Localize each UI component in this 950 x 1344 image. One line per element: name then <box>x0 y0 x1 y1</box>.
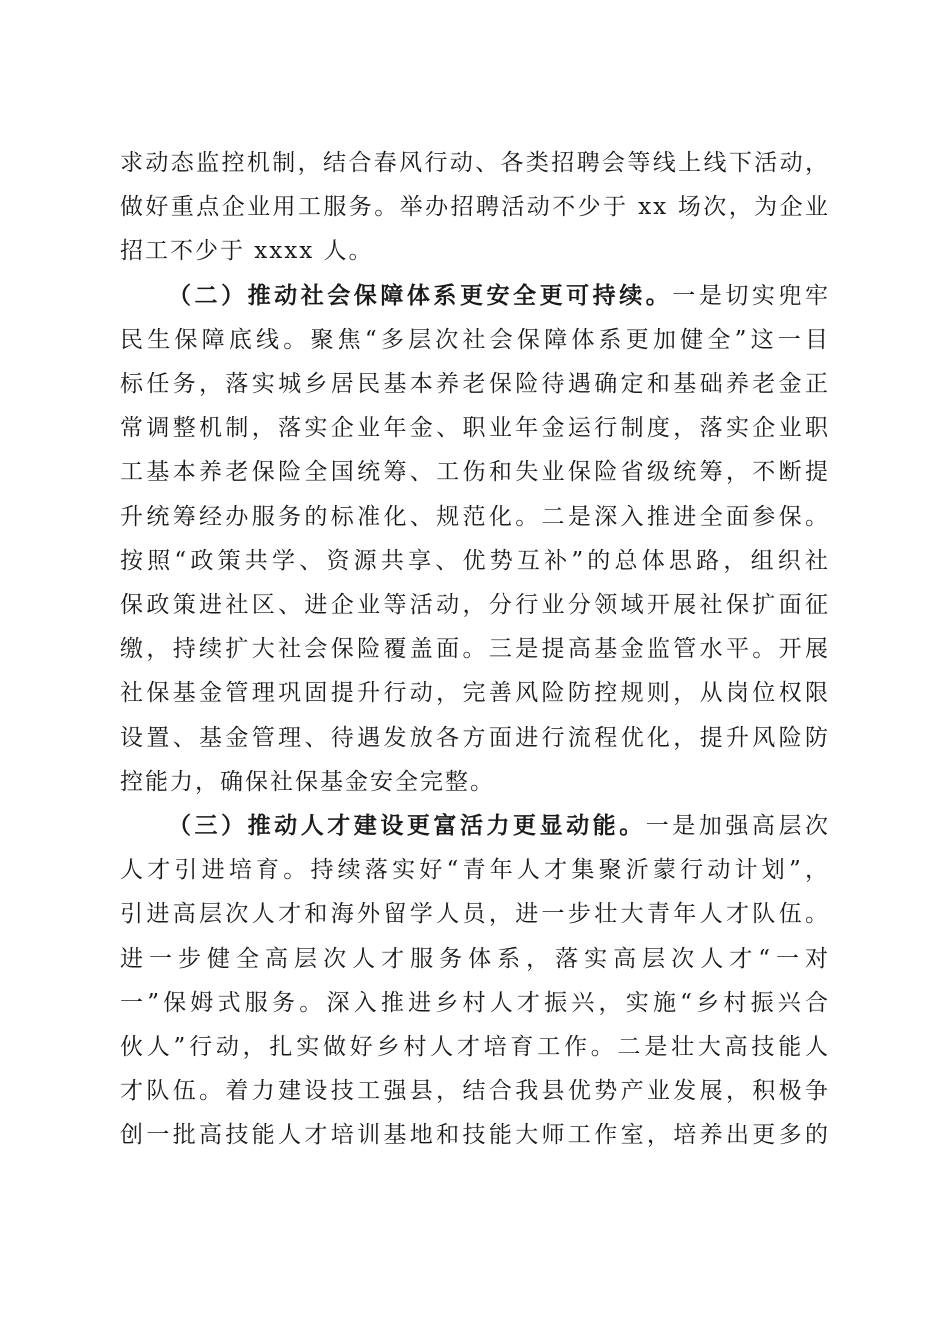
text-line: 人才引进培育。持续落实好“青年人才集聚沂蒙行动计划”， <box>120 857 830 884</box>
section-heading: （二）推动社会保障体系更安全更可持续。 <box>168 281 673 309</box>
text-line: 做好重点企业用工服务。举办招聘活动不少于 xx 场次，为企业 <box>120 194 830 221</box>
document-page <box>120 141 830 1158</box>
text-line: 标任务，落实城乡居民基本养老保险待遇确定和基础养老金正 <box>120 371 830 398</box>
text-line: 常调整机制，落实企业年金、职业年金运行制度，落实企业职 <box>120 415 830 442</box>
text-line: 创一批高技能人才培训基地和技能大师工作室，培养出更多的 <box>120 1122 830 1149</box>
text-line: 引进高层次人才和海外留学人员，进一步壮大青年人才队伍。 <box>120 901 830 928</box>
paragraph-talent <box>120 804 830 1158</box>
text-line: 保政策进社区、进企业等活动，分行业分领域开展社保扩面征 <box>120 592 830 619</box>
text-line: 才队伍。着力建设技工强县，结合我县优势产业发展，积极争 <box>120 1078 830 1105</box>
text-line: 求动态监控机制，结合春风行动、各类招聘会等线上线下活动， <box>120 150 830 176</box>
text-line: 招工不少于 xxxx 人。 <box>120 238 374 265</box>
heading-rest-text: 一是切实兜牢 <box>672 282 831 309</box>
heading-rest-text: 一是加强高层次 <box>645 813 831 840</box>
section-heading: （三）推动人才建设更富活力更显动能。 <box>168 812 646 840</box>
paragraph-first-line <box>120 274 830 318</box>
text-line: 伙人”行动，扎实做好乡村人才培育工作。二是壮大高技能人 <box>120 1034 830 1061</box>
text-line: 民生保障底线。聚焦“多层次社会保障体系更加健全”这一目 <box>120 326 830 353</box>
text-line: 升统筹经办服务的标准化、规范化。二是深入推进全面参保。 <box>120 503 830 530</box>
paragraph-continuation <box>120 141 830 274</box>
text-line: 缴，持续扩大社会保险覆盖面。三是提高基金监管水平。开展 <box>120 636 830 663</box>
paragraph-first-line <box>120 804 830 848</box>
text-line: 一”保姆式服务。深入推进乡村人才振兴，实施“乡村振兴合 <box>120 989 830 1016</box>
paragraph-social-security <box>120 274 830 804</box>
text-line: 进一步健全高层次人才服务体系，落实高层次人才“一对 <box>120 945 830 972</box>
text-line: 设置、基金管理、待遇发放各方面进行流程优化，提升风险防 <box>120 724 830 751</box>
text-line: 控能力，确保社保基金安全完整。 <box>120 768 495 795</box>
text-line: 按照“政策共学、资源共享、优势互补”的总体思路，组织社 <box>120 547 830 574</box>
text-line: 工基本养老保险全国统筹、工伤和失业保险省级统筹，不断提 <box>120 459 830 486</box>
text-line: 社保基金管理巩固提升行动，完善风险防控规则，从岗位权限 <box>120 680 830 707</box>
